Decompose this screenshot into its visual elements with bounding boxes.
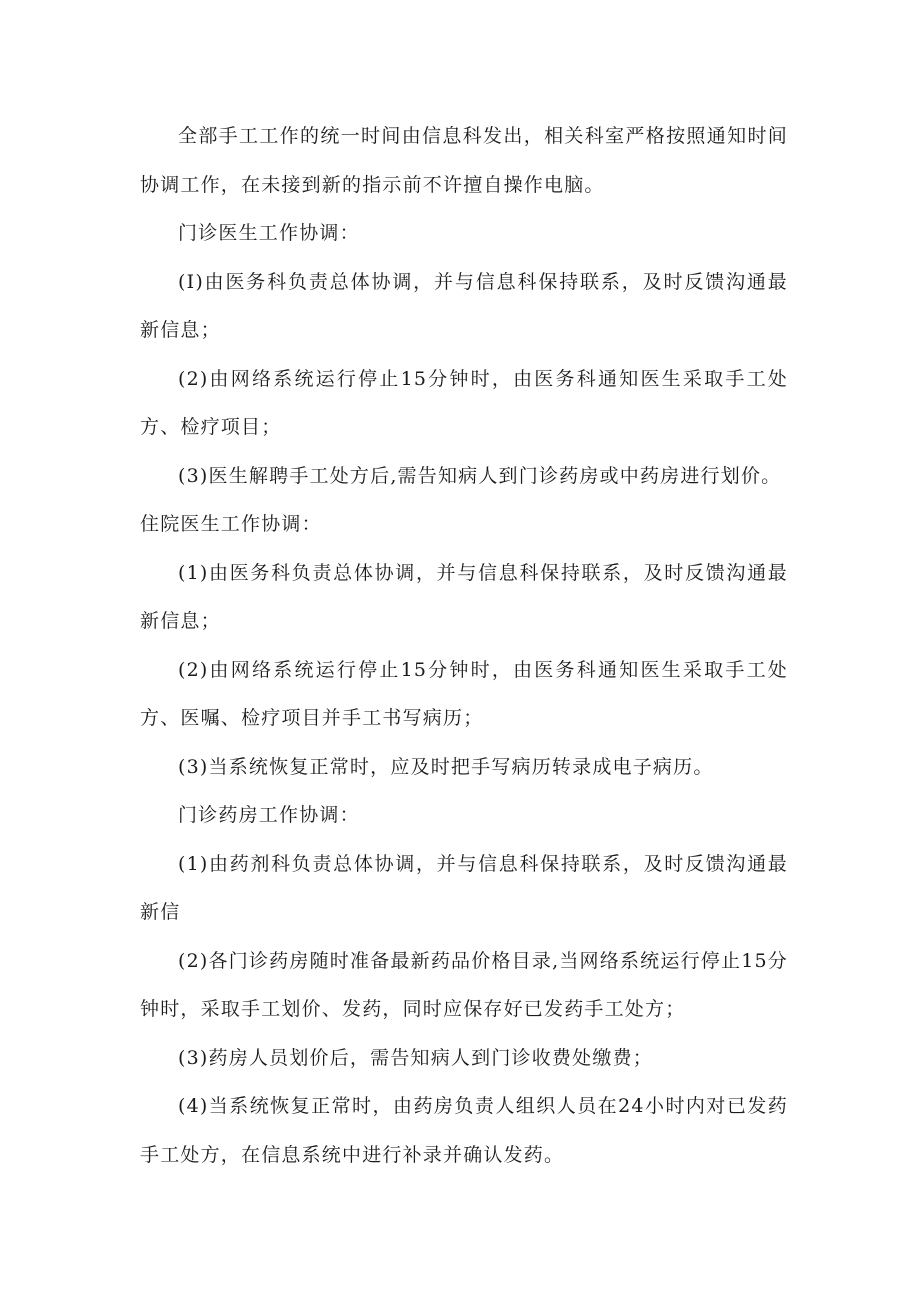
paragraph-intro: 全部手工工作的统一时间由信息科发出，相关科室严格按照通知时间协调工作，在未接到新的指示前不许擅自操作电脑。	[140, 125, 788, 196]
document-body	[140, 112, 788, 1179]
pharmacy-item-4: (4)当系统恢复正常时，由药房负责人组织人员在24小时内对已发药手工处方，在信息系统中进行补录并确认发药。	[140, 1095, 788, 1166]
outpatient-doctor-item-2: (2)由网络系统运行停止15分钟时，由医务科通知医生采取手工处方、检疗项目；	[140, 367, 788, 438]
outpatient-doctor-item-1: (I)由医务科负责总体协调，并与信息科保持联系，及时反馈沟通最新信息；	[140, 270, 788, 341]
inpatient-doctor-item-1: (1)由医务科负责总体协调，并与信息科保持联系，及时反馈沟通最新信息；	[140, 561, 788, 632]
heading-outpatient-doctor: 门诊医生工作协调：	[178, 222, 360, 244]
inpatient-doctor-item-2: (2)由网络系统运行停止15分钟时，由医务科通知医生采取手工处方、医嘱、检疗项目并手工书写病历；	[140, 658, 788, 729]
heading-outpatient-pharmacy: 门诊药房工作协调：	[178, 804, 360, 826]
heading-inpatient-doctor: 住院医生工作协调：	[140, 513, 322, 535]
pharmacy-item-2: (2)各门诊药房随时准备最新药品价格目录,当网络系统运行停止15分钟时，采取手工划价、发药，同时应保存好已发药手工处方；	[140, 949, 788, 1020]
inpatient-doctor-item-3: (3)当系统恢复正常时，应及时把手写病历转录成电子病历。	[178, 755, 714, 778]
pharmacy-item-3: (3)药房人员划价后，需告知病人到门诊收费处缴费；	[178, 1046, 653, 1069]
outpatient-doctor-item-3: (3)医生解聘手工处方后,需告知病人到门诊药房或中药房进行划价。	[178, 464, 782, 487]
pharmacy-item-1: (1)由药剂科负责总体协调，并与信息科保持联系，及时反馈沟通最新信	[140, 852, 788, 923]
